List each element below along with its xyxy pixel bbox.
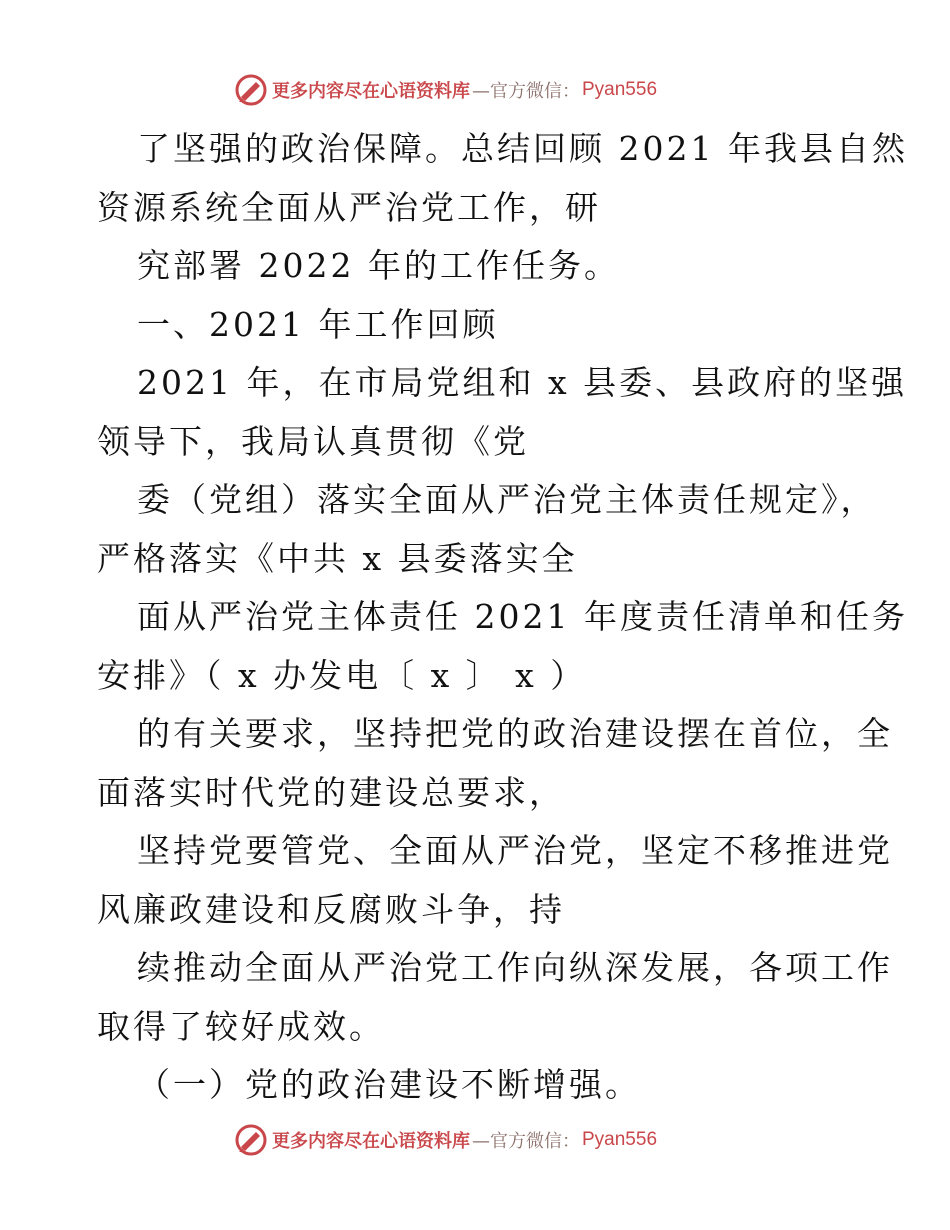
- watermark-wechat-id: Pyan556: [582, 1129, 658, 1150]
- header-watermark: [234, 72, 657, 108]
- text-line: 取得了较好成效。: [97, 1006, 385, 1046]
- text-line: 领导下，我局认真贯彻《党: [97, 421, 529, 461]
- watermark-slogan: 更多内容尽在心语资料库: [272, 81, 470, 102]
- footer-watermark: [234, 1122, 657, 1158]
- watermark-slogan: 更多内容尽在心语资料库: [272, 1131, 470, 1152]
- text-line: 续推动全面从严治党工作向纵深发展，各项工作: [137, 948, 893, 987]
- text-line: 坚持党要管党、全面从严治党，坚定不移推进党: [137, 831, 893, 870]
- text-line: 风廉政建设和反腐败斗争，持: [97, 889, 565, 929]
- text-line: 委（党组）落实全面从严治党主体责任规定》，: [137, 480, 877, 519]
- text-line: 了坚强的政治保障。总结回顾 2021 年我县自然: [137, 129, 908, 168]
- watermark-wechat-id: Pyan556: [582, 79, 658, 100]
- text-line: 2021 年，在市局党组和 x 县委、县政府的坚强: [137, 363, 908, 402]
- document-body: [97, 120, 908, 1115]
- text-line: 资源系统全面从严治党工作，研: [97, 187, 601, 227]
- text-line: 一、2021 年工作回顾: [137, 304, 499, 344]
- text-line: 面落实时代党的建设总要求，: [97, 772, 565, 812]
- text-line: 的有关要求，坚持把党的政治建设摆在首位，全: [137, 714, 893, 753]
- watermark-official-label: —官方微信：: [472, 1131, 580, 1152]
- text-line: 面从严治党主体责任 2021 年度责任清单和任务: [137, 597, 908, 636]
- watermark-official-label: —官方微信：: [472, 81, 580, 102]
- pen-logo-icon: [234, 73, 268, 107]
- text-line: （一）党的政治建设不断增强。: [137, 1065, 641, 1104]
- text-line: 严格落实《中共 x 县委落实全: [97, 538, 578, 578]
- text-line: 安排》（ x 办发电〔 x 〕 x ）: [97, 655, 587, 695]
- pen-logo-icon: [234, 1123, 268, 1157]
- text-line: 究部署 2022 年的工作任务。: [137, 246, 620, 285]
